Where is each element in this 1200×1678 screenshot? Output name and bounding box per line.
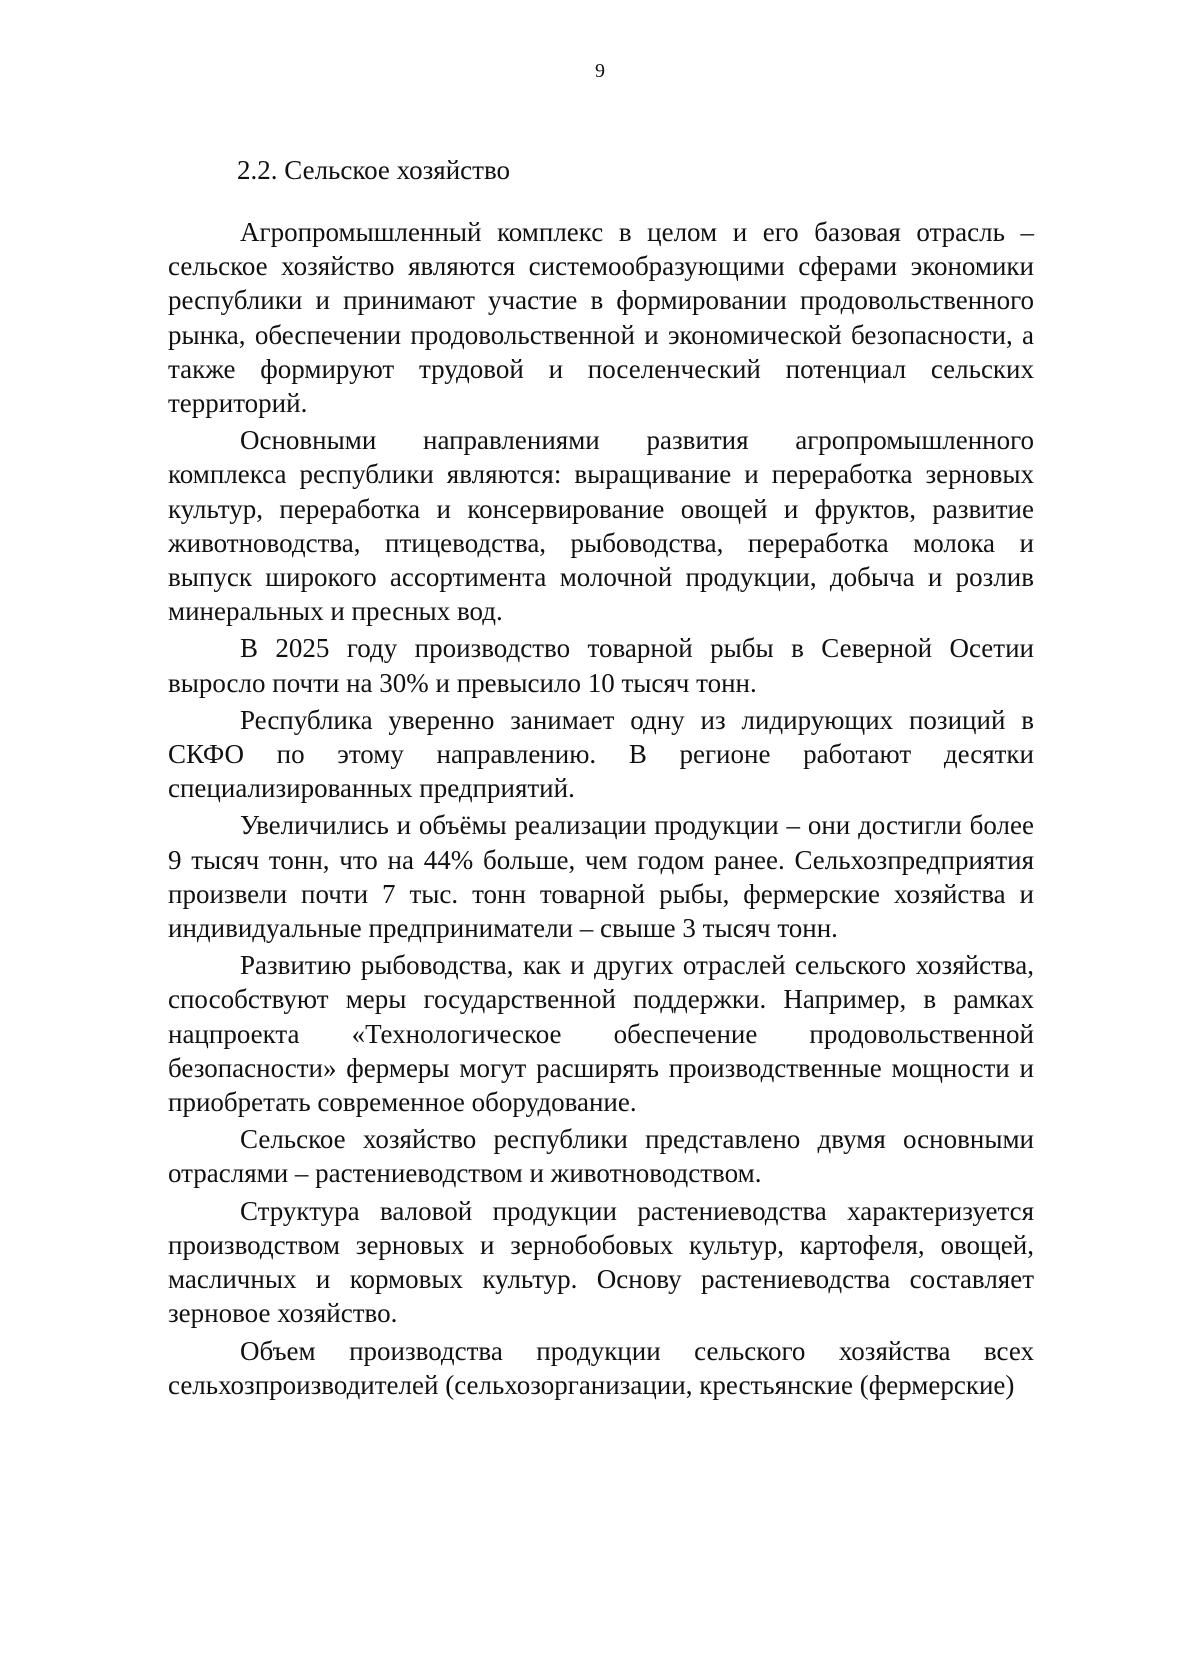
paragraph-skfo-position: Республика уверенно занимает одну из лидирующих позиций в СКФО по этому направлению. В регионе работают десятки специализированных предприятий. — [168, 704, 1034, 804]
paragraph-main-directions: Основными направлениями развития агропромышленного комплекса республики являются: выращивание и переработка зерновых культур, переработка и консервирование овощей и фруктов, развитие животноводства, птицеводства, рыбоводства, переработка молока и выпуск широкого ассортимента молочной продукции, добыча и розлив минеральных и пресных вод. — [168, 425, 1034, 627]
paragraph-production-volume: Объем производства продукции сельского хозяйства всех сельхозпроизводителей (сельхозорганизации, крестьянские (фермерские) — [168, 1335, 1034, 1400]
paragraph-sales-volume: Увеличились и объёмы реализации продукции – они достигли более 9 тысяч тонн, что на 44% больше, чем годом ранее. Сельхозпредприятия произвели почти 7 тыс. тонн товарной рыбы, фермерские хозяйства и индивидуальные предприниматели – свыше 3 тысяч тонн. — [168, 810, 1034, 944]
paragraph-crop-structure: Структура валовой продукции растениеводства характеризуется производством зерновых и зернобобовых культур, картофеля, овощей, масличных и кормовых культур. Основу растениеводства составляет зерновое хозяйство. — [168, 1195, 1034, 1329]
paragraph-state-support: Развитию рыбоводства, как и других отраслей сельского хозяйства, способствуют меры государственной поддержки. Например, в рамках нацпроекта «Технологическое обеспечение продовольственной безопасности» фермеры могут расширять производственные мощности и приобретать современное оборудование. — [168, 950, 1034, 1118]
section-title: 2.2. Сельское хозяйство — [237, 155, 511, 185]
page-number: 9 — [595, 60, 605, 82]
paragraph-agro-complex: Агропромышленный комплекс в целом и его базовая отрасль – сельское хозяйство являются системообразующими сферами экономики республики и принимают участие в формировании продовольственного рынка, обеспечении продовольственной и экономической безопасности, а также формируют трудовой и поселенческий потенциал сельских территорий. — [168, 217, 1034, 419]
body-text — [168, 215, 1034, 1402]
paragraph-two-branches: Сельское хозяйство республики представлено двумя основными отраслями – растениеводством и животноводством. — [168, 1124, 1034, 1189]
paragraph-fish-production-2025: В 2025 году производство товарной рыбы в Северной Осетии выросло почти на 30% и превысило 10 тысяч тонн. — [168, 633, 1034, 698]
